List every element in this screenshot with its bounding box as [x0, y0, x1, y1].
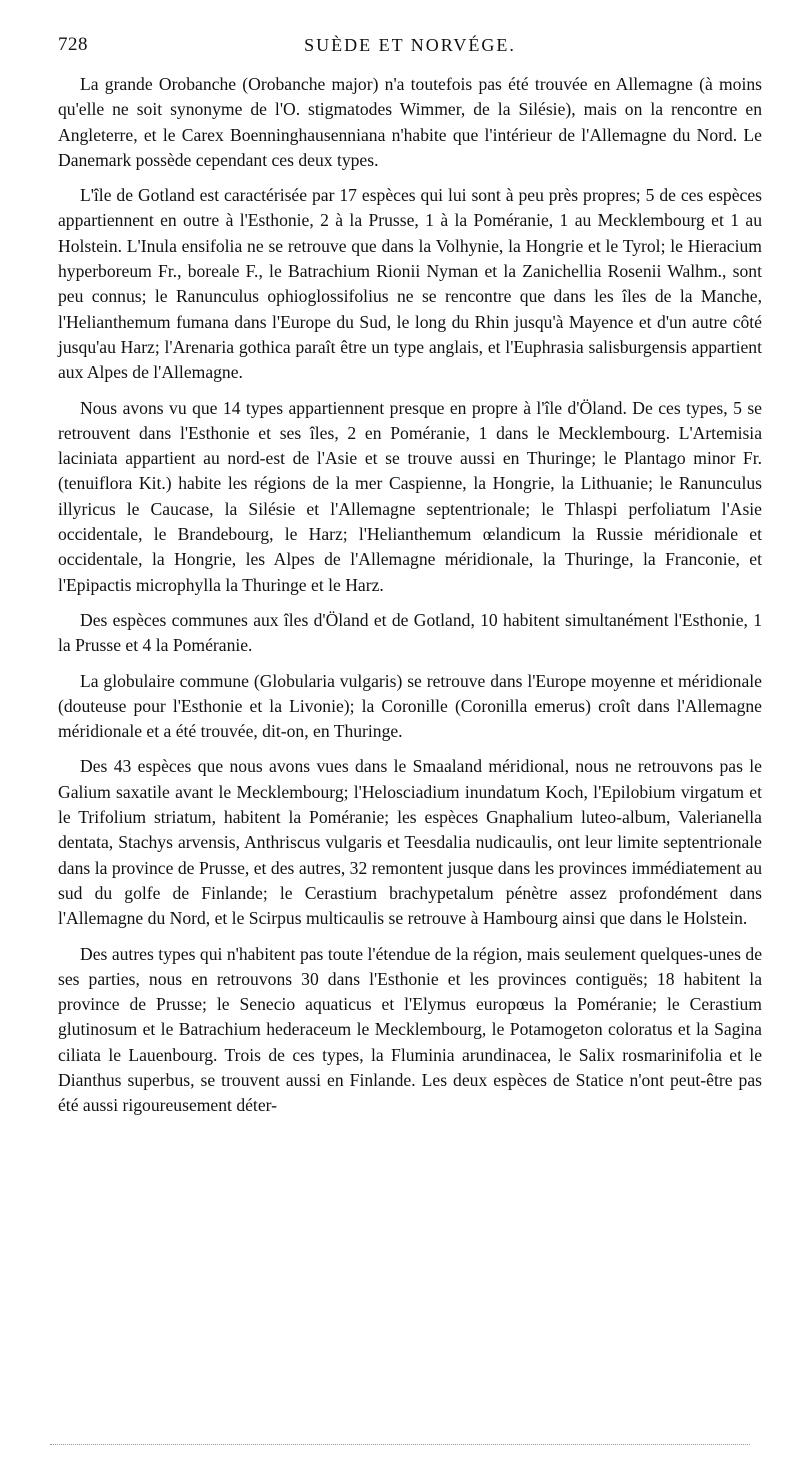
page-header: [58, 34, 762, 64]
paragraph: Nous avons vu que 14 types appartiennent presque en propre à l'île d'Öland. De ces types, 5 se retrouvent dans l'Esthonie et ses îles, 2 en Poméranie, 1 dans le Mecklembourg. L'Artemisia laciniata appartient au nord-est de l'Asie et se trouve aussi en Thuringe; le Plantago minor Fr. (tenuiflora Kit.) habite les régions de la mer Caspienne, la Hongrie, la Lithuanie; le Ranunculus illyricus le Caucase, la Silésie et l'Allemagne septentrionale; le Thlaspi perfoliatum l'Asie occidentale, le Brandebourg, le Harz; l'Helianthemum œlandicum la Russie méridionale et occidentale, la Hongrie, les Alpes de l'Allemagne méridionale, la Thuringe, la Franconie, et l'Epipactis microphylla la Thuringe et le Harz.: [58, 397, 762, 595]
paragraph: La grande Orobanche (Orobanche major) n'a toutefois pas été trouvée en Allemagne (à moins qu'elle ne soit synonyme de l'O. stigmatodes Wimmer, de la Silésie), mais on la rencontre en Angleterre, et le Carex Boenninghausenniana n'habite que l'intérieur de l'Allemagne du Nord. Le Danemark possède cependant ces deux types.: [58, 74, 762, 170]
page-number: 728: [58, 34, 88, 55]
paragraph: L'île de Gotland est caractérisée par 17 espèces qui lui sont à peu près propres; 5 de ces espèces appartiennent en outre à l'Esthonie, 2 à la Prusse, 1 à la Poméranie, 1 au Mecklembourg et 1 au Holstein. L'Inula ensifolia ne se retrouve que dans la Volhynie, la Hongrie et le Tyrol; le Hieracium hyperboreum Fr., boreale F., le Batrachium Rionii Nyman et la Zanichellia Rosenii Walhm., sont peu connus; le Ranunculus ophioglossifolius ne se rencontre que dans les îles de la Manche, l'Helianthemum fumana dans l'Europe du Sud, le long du Rhin jusqu'à Mayence et d'un autre côté jusqu'au Harz; l'Arenaria gothica paraît être un type anglais, et l'Euphrasia salisburgensis appartient aux Alpes de l'Allemagne.: [58, 185, 762, 383]
paragraph: La globulaire commune (Globularia vulgaris) se retrouve dans l'Europe moyenne et méridionale (douteuse pour l'Esthonie et la Livonie); la Coronille (Coronilla emerus) croît dans l'Allemagne méridionale et a été trouvée, dit-on, en Thuringe.: [58, 670, 762, 742]
footer-dotted-rule: [50, 1444, 750, 1445]
paragraph: Des espèces communes aux îles d'Öland et de Gotland, 10 habitent simultanément l'Esthonie, 1 la Prusse et 4 la Poméranie.: [58, 609, 762, 656]
running-title: SUÈDE ET NORVÉGE.: [304, 35, 516, 55]
body-text: [58, 72, 762, 1119]
paragraph: Des 43 espèces que nous avons vues dans le Smaaland méridional, nous ne retrouvons pas le Galium saxatile avant le Mecklembourg; l'Helosciadium inundatum Koch, l'Epilobium virgatum et le Trifolium striatum, habitent la Poméranie; les espèces Gnaphalium luteo-album, Valerianella dentata, Stachys arvensis, Anthriscus vulgaris et Teesdalia nudicaulis, ont leur limite septentrionale dans la province de Prusse, et des autres, 32 remontent jusque dans les provinces immédiatement au sud du golfe de Finlande; le Cerastium brachypetalum pénètre assez profondément dans l'Allemagne du Nord, et le Scirpus multicaulis se retrouve à Hambourg ainsi que dans le Holstein.: [58, 756, 762, 929]
paragraph: Des autres types qui n'habitent pas toute l'étendue de la région, mais seulement quelques-unes de ses parties, nous en retrouvons 30 dans l'Esthonie et les provinces contiguës; 18 habitent la province de Prusse; le Senecio aquaticus et l'Elymus europœus la Poméranie; le Cerastium glutinosum et le Batrachium hederaceum le Mecklembourg, le Potamogeton coloratus et la Sagina ciliata le Lauenbourg. Trois de ces types, la Fluminia arundinacea, le Salix rosmarinifolia et le Dianthus superbus, se trouvent aussi en Finlande. Les deux espèces de Statice n'ont peut-être pas été aussi rigoureusement déter-: [58, 943, 762, 1116]
